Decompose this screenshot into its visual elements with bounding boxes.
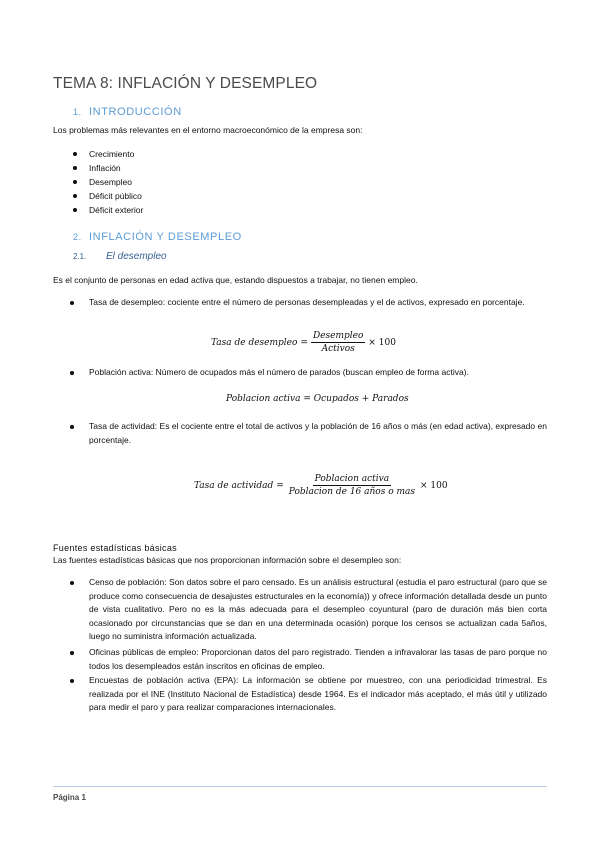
formula-tasa-actividad <box>194 474 448 497</box>
multiplier: × 100 <box>420 480 448 491</box>
section-1-intro: Los problemas más relevantes en el entorno macroeconómico de la empresa son: <box>53 125 363 135</box>
formula-lhs: Tasa de desempleo <box>211 337 298 348</box>
bullet-dot <box>70 679 74 683</box>
multiplier: × 100 <box>368 337 396 348</box>
section-1-number: 1. <box>73 107 82 117</box>
bullet-text: Encuestas de población activa (EPA): La información se obtiene por muestreo, con una periodicidad trimestral. Es realizada por el INE (Instituto Nacional de Estadística) desde 1964. Es el indicador más aceptado, el más útil y utilizado para medir el paro y para realizar comparaciones internacionales. <box>89 675 547 712</box>
fraction <box>287 474 417 497</box>
bullet-dot <box>70 301 74 305</box>
bullet-tasa-actividad <box>89 420 547 447</box>
fraction-denominator: Poblacion de 16 años o mas <box>288 487 415 497</box>
document-title: TEMA 8: INFLACIÓN Y DESEMPLEO <box>53 75 318 92</box>
sources-heading: Fuentes estadísticas básicas <box>53 543 177 553</box>
subsection-2-1-title: El desempleo <box>106 251 167 262</box>
list-item: Crecimiento <box>73 147 143 161</box>
equals-sign: = <box>300 337 308 348</box>
bullet-dot <box>70 425 74 429</box>
section-2-number: 2. <box>73 232 82 242</box>
subsection-2-1-heading <box>73 251 167 262</box>
source-oficinas <box>89 646 547 673</box>
sources-intro: Las fuentes estadísticas básicas que nos proporcionan información sobre el desempleo son: <box>53 555 402 565</box>
section-2-title: INFLACIÓN Y DESEMPLEO <box>89 231 242 243</box>
problems-list <box>73 147 143 217</box>
formula-poblacion-activa: Poblacion activa = Ocupados + Parados <box>226 394 409 404</box>
bullet-text: Oficinas públicas de empleo: Proporcionan datos del paro registrado. Tienden a infravalorar las tasas de paro porque no todos los desempleados están inscritos en oficinas de empleo. <box>89 647 547 671</box>
bullet-text: Censo de población: Son datos sobre el paro censado. Es un análisis estructural (estudia el paro estructural (paro que se produce como consecuencia de desajustes estructurales en la economía)) y ofrece información detallada desde un punto de vista cualitativo. Pero no es la más adecuada para el desempleo coyuntural (paro de duración más bien corta ocasionado por circunstancias que se dan en una determinada ocasión) porque los censos se actualizan cada 5años, luego no suministra información actualizada. <box>89 577 547 641</box>
formula-lhs: Tasa de actividad <box>194 480 274 491</box>
bullet-dot <box>70 581 74 585</box>
list-item: Inflación <box>73 161 143 175</box>
section-1-title: INTRODUCCIÓN <box>89 106 182 118</box>
unemployment-definition: Es el conjunto de personas en edad activa que, estando dispuestos a trabajar, no tienen empleo. <box>53 275 418 285</box>
bullet-text: Población activa: Número de ocupados más el número de parados (buscan empleo de forma activa). <box>89 367 469 377</box>
bullet-dot <box>70 371 74 375</box>
bullet-dot <box>70 651 74 655</box>
footer-divider <box>53 786 547 787</box>
page-number: Página 1 <box>53 793 86 802</box>
bullet-poblacion-activa <box>89 366 469 380</box>
fraction-numerator: Desempleo <box>312 331 364 341</box>
source-censo <box>89 576 547 644</box>
fraction <box>311 331 365 354</box>
fraction-numerator: Poblacion activa <box>314 474 390 484</box>
equals-sign: = <box>276 480 284 491</box>
list-item: Déficit exterior <box>73 203 143 217</box>
source-epa <box>89 674 547 715</box>
formula-tasa-desempleo <box>211 331 396 354</box>
section-2-heading <box>73 231 242 243</box>
subsection-2-1-number: 2.1. <box>73 252 87 261</box>
list-item: Desempleo <box>73 175 143 189</box>
bullet-text: Tasa de actividad: Es el cociente entre el total de activos y la población de 16 años o más (en edad activa), expresado en porcentaje. <box>89 421 547 445</box>
bullet-tasa-desempleo <box>89 296 547 310</box>
bullet-text: Tasa de desempleo: cociente entre el número de personas desempleadas y el de activos, expresado en porcentaje. <box>89 297 525 307</box>
list-item: Déficit público <box>73 189 143 203</box>
section-1-heading <box>73 106 182 118</box>
fraction-denominator: Activos <box>321 344 355 354</box>
